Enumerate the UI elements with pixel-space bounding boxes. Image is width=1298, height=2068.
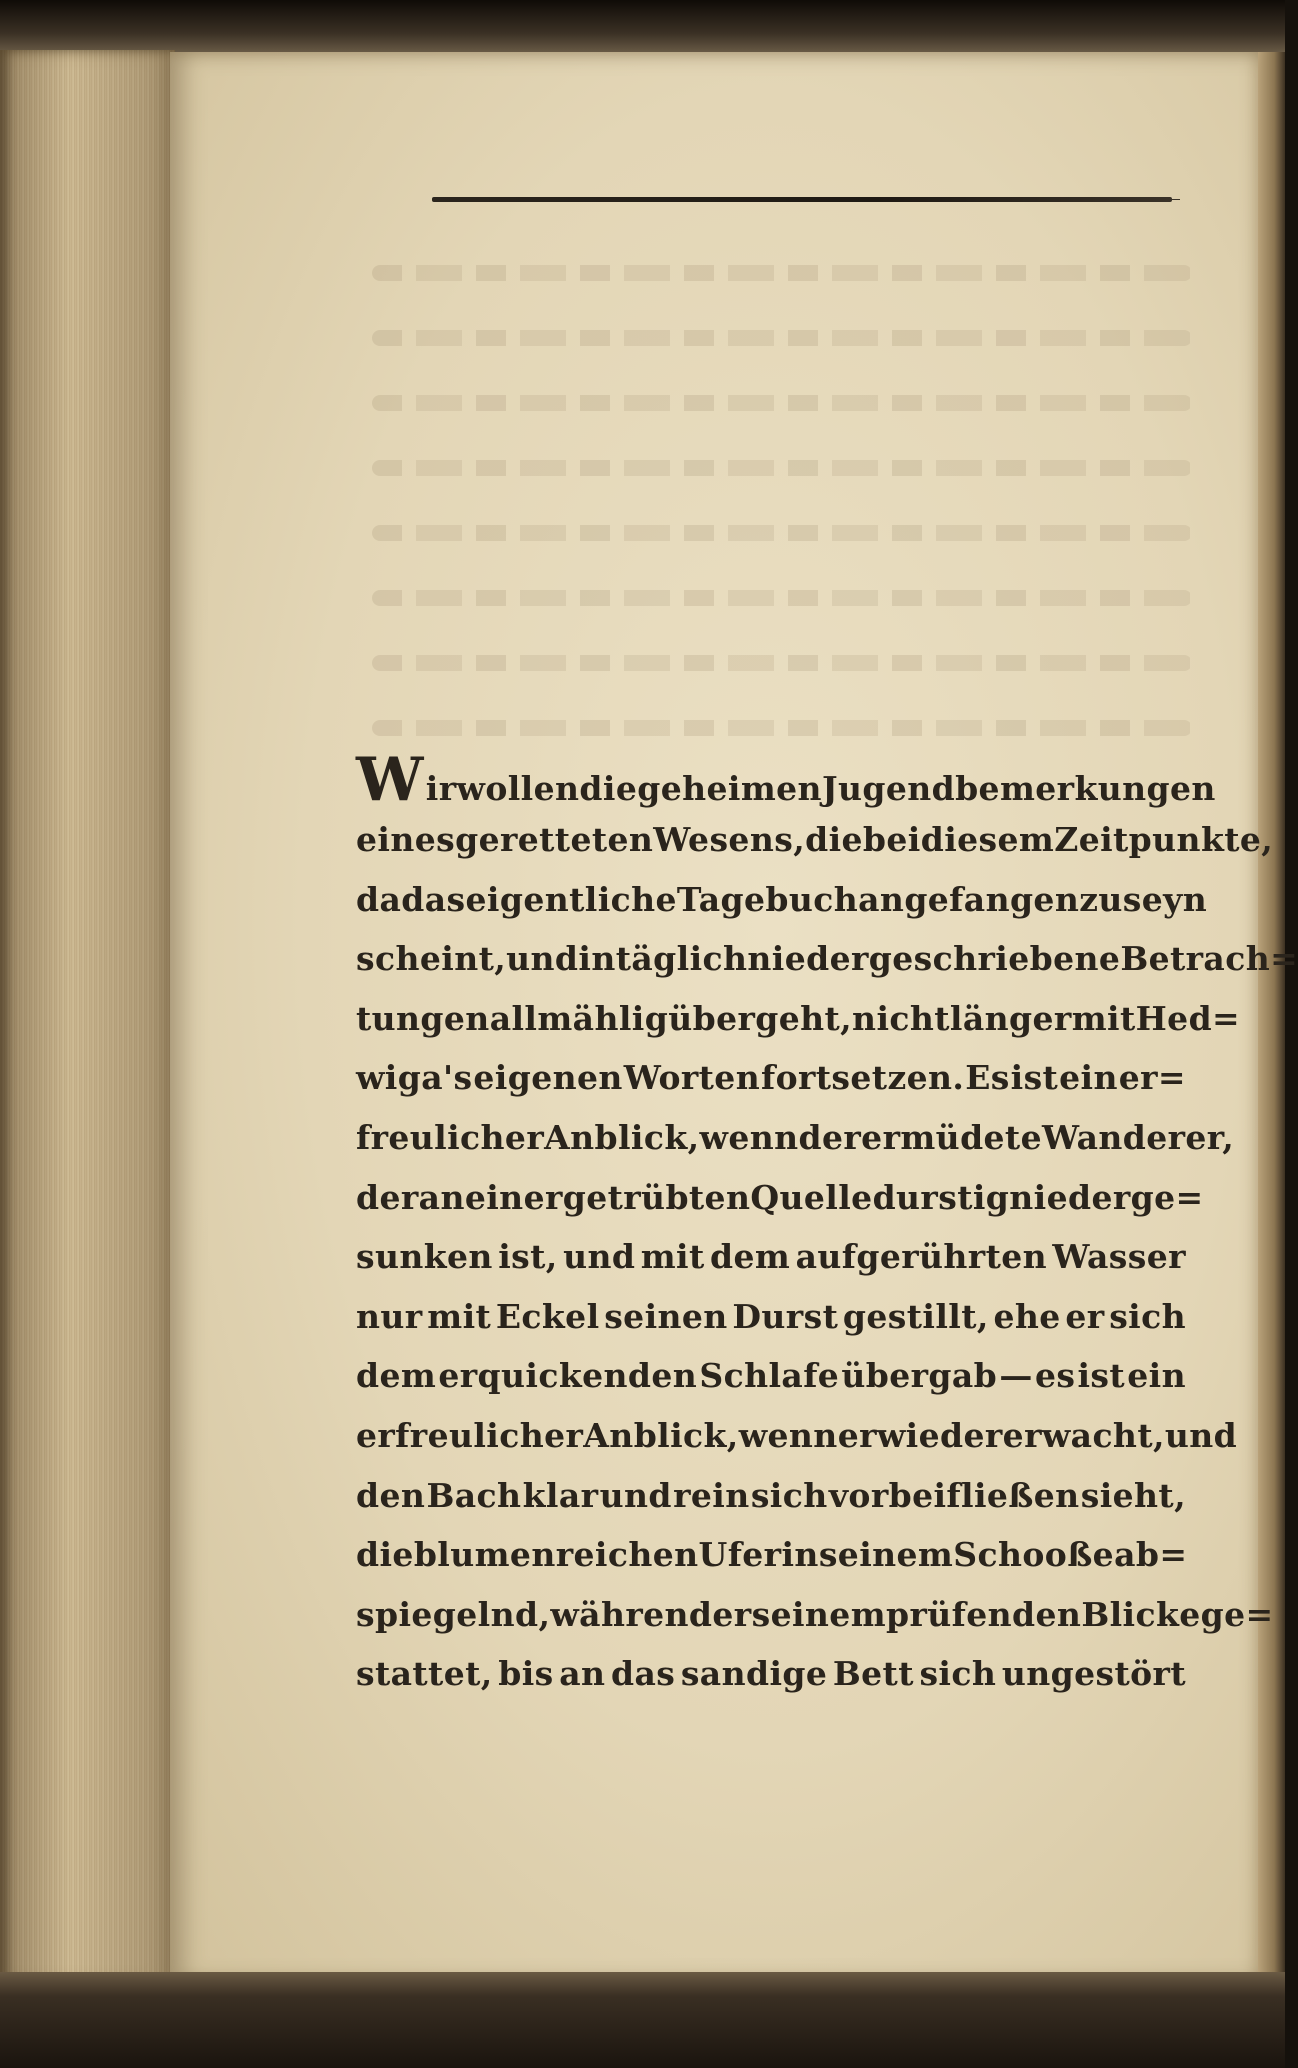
word: wieder [876,1415,1003,1455]
word: da [356,879,402,919]
word: ab= [1114,1535,1188,1575]
word: nicht [852,998,950,1038]
word: seinem [818,1535,954,1575]
word: Schlafe [699,1356,840,1396]
word: bis [498,1654,554,1694]
word: seyn [1122,879,1208,919]
word: sieht, [1080,1475,1186,1515]
word: und [506,939,579,979]
word: ein [1059,1058,1118,1098]
word: und [599,1475,672,1515]
word: Wanderer, [1041,1117,1235,1157]
word: angefangen [858,879,1080,919]
word: geheimen [637,769,822,808]
word: die [805,820,863,859]
word: Hed= [1135,998,1241,1038]
word: ein [1127,1356,1186,1396]
word: Anblick, [583,1415,739,1455]
word: sich [919,1654,997,1694]
book-binding-bottom [0,1972,1285,2068]
word: er [712,1594,752,1634]
word: niedergeschriebene [747,939,1121,979]
word: es [1034,1356,1076,1396]
word: wenn [699,1117,799,1157]
word: sandige [680,1654,828,1694]
word: wollen [456,769,580,808]
word: an [418,1177,465,1217]
word: den [356,1475,426,1515]
word: allmählig [489,998,669,1038]
word: getrübten [562,1177,751,1217]
word: niederge= [1009,1177,1204,1217]
word: sich [750,1475,828,1515]
word: ungestört [1001,1654,1186,1694]
word: Wesens, [653,820,806,859]
body-text [356,745,1298,1714]
word: geretteten [455,820,654,859]
word: dem [710,1237,791,1277]
word: erwacht, [1002,1415,1165,1455]
word: ist, [498,1237,558,1277]
word: mit [427,1296,492,1336]
word: an [559,1654,606,1694]
word: zu [1079,879,1123,919]
word: sich [1109,1296,1186,1336]
word: Blicke [1081,1594,1201,1634]
word: übergeht, [668,998,853,1038]
word: stattet, [356,1654,493,1694]
word: Wir [356,745,457,815]
word: wenn [738,1415,838,1455]
word: der [356,1177,419,1217]
word: wiga's [356,1058,473,1098]
word: einer [464,1177,563,1217]
word: Betrach= [1120,939,1298,979]
word: die [356,1535,414,1575]
word: in [578,939,616,979]
word: Eckel [495,1296,600,1336]
word: erquickenden [438,1356,698,1396]
text-line [356,820,1274,880]
word: klar [522,1475,599,1515]
word: — [999,1356,1033,1396]
text-line [356,1594,1274,1655]
word: rein [673,1475,750,1515]
text-line [356,1237,1186,1297]
word: eigentliche [465,879,677,919]
book-binding-top [0,0,1285,60]
word: Anblick, [544,1117,700,1157]
word: Es [965,1058,1010,1098]
word: fortsetzen. [761,1058,965,1098]
word: durstig [872,1177,1010,1217]
word: gestillt, [842,1296,989,1336]
word: Worten [623,1058,761,1098]
text-line [356,1117,1235,1178]
word: eigenen [473,1058,623,1098]
text-line [356,1654,1186,1714]
word: bei [862,820,921,859]
word: eines [356,820,456,859]
text-line [356,1177,1204,1238]
word: Bett [832,1654,914,1694]
word: die [579,769,638,808]
text-line [356,998,1241,1059]
word: Durst [732,1296,839,1336]
word: scheint, [356,939,507,979]
word: ehe [993,1296,1061,1336]
word: ist [1077,1356,1126,1396]
word: vorbeifließen [828,1475,1080,1515]
word: der [798,1117,862,1157]
word: Wasser [1052,1237,1186,1277]
word: Ufer [698,1535,782,1575]
text-line [356,879,1208,940]
word: er [837,1415,877,1455]
word: Quelle [750,1177,873,1217]
word: nur [356,1296,423,1336]
word: er= [1118,1058,1186,1098]
book-page-edges [0,50,175,1985]
text-line [356,745,1216,820]
word: seinem [751,1594,887,1634]
word: diesem [920,820,1055,859]
word: er [1065,1296,1105,1336]
word: in [781,1535,819,1575]
word: Bach [426,1475,522,1515]
word: mit [1071,998,1136,1038]
word: spiegelnd, [356,1594,551,1634]
header-rule [432,197,1172,202]
word: ist [1010,1058,1059,1098]
word: übergab [841,1356,998,1396]
drop-cap: W [356,745,424,815]
word: ermüdete [861,1117,1042,1157]
word: seinen [604,1296,728,1336]
word: ge= [1200,1594,1274,1634]
word: Jugendbemerkungen [821,769,1216,808]
word: Tagebuch [676,879,859,919]
word: sunken [356,1237,493,1277]
word: mit [640,1237,705,1277]
text-line [356,1297,1186,1357]
book-right-edge [1258,52,1285,1982]
text-line [356,1476,1186,1536]
text-line [356,1415,1238,1476]
text-line [356,939,1298,999]
text-line [356,1535,1186,1595]
word: Zeitpunkte, [1054,820,1274,859]
word: das [610,1654,676,1694]
word: und [563,1237,636,1277]
word: tungen [356,998,490,1038]
word: aufgerührten [795,1237,1048,1277]
word: prüfenden [886,1594,1082,1634]
word: während [550,1594,713,1634]
word: täglich [615,939,748,979]
word: länger [949,998,1072,1038]
word: Schooße [953,1535,1115,1575]
word: erfreulicher [356,1415,584,1455]
text-line [356,1356,1186,1416]
word: und [1164,1415,1238,1455]
word: freulicher [356,1117,545,1157]
word: blumenreichen [413,1535,699,1575]
text-line [356,1058,1186,1118]
word: das [401,879,466,919]
word: dem [356,1356,437,1396]
